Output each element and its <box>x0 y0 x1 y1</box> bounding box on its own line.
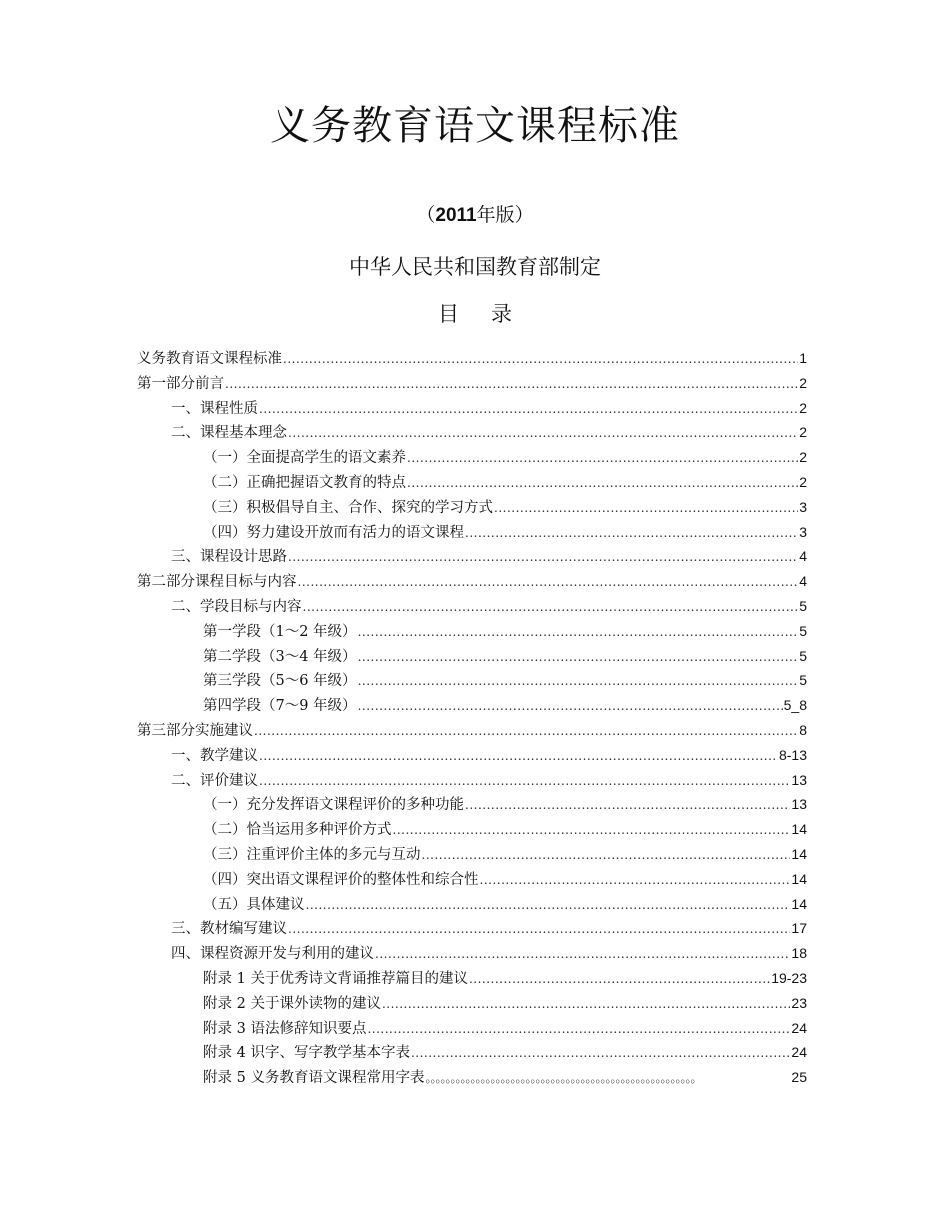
toc-entry-title: 第二部分课程目标与内容 <box>137 574 297 591</box>
toc-entry[interactable] <box>137 619 807 644</box>
toc-entry-page-number: 14 <box>791 895 807 912</box>
toc-dot-leader <box>375 942 790 967</box>
toc-entry-title: 一、教学建议 <box>171 747 258 764</box>
toc-entry-page-number: 8-13 <box>778 746 807 763</box>
toc-dot-leader <box>425 1066 790 1091</box>
toc-entry-page-number: 14 <box>791 870 807 887</box>
toc-entry[interactable] <box>137 644 807 669</box>
toc-dot-leader <box>469 967 770 992</box>
document-title: 义务教育语文课程标准 <box>270 103 680 149</box>
toc-entry[interactable] <box>137 495 807 520</box>
toc-entry-title: 三、教材编写建议 <box>171 921 287 938</box>
toc-dot-leader <box>393 818 791 843</box>
toc-dot-leader <box>358 645 799 670</box>
toc-entry[interactable] <box>137 520 807 545</box>
toc-entry[interactable] <box>137 470 807 495</box>
toc-entry-page-number: 5 <box>799 622 807 639</box>
toc-entry-title: （一）全面提高学生的语文素养 <box>203 450 406 467</box>
toc-entry-page-number: 17 <box>791 920 807 937</box>
toc-dot-leader <box>358 669 799 694</box>
toc-dot-leader <box>259 397 798 422</box>
toc-entry-page-number: 13 <box>791 796 807 813</box>
toc-entry-page-number: 2 <box>799 473 807 490</box>
toc-entry-page-number: 5 <box>799 647 807 664</box>
toc-entry[interactable] <box>137 867 807 892</box>
toc-entry-page-number: 1 <box>799 350 807 366</box>
toc-dot-leader <box>259 769 790 794</box>
toc-entry-title: （四）努力建设开放而有活力的语文课程 <box>203 524 464 541</box>
toc-entry-page-number: 24 <box>791 1044 807 1061</box>
toc-entry-page-number: 2 <box>799 399 807 416</box>
toc-entry[interactable] <box>137 371 807 396</box>
toc-heading <box>0 298 950 330</box>
table-of-contents <box>137 346 807 1090</box>
toc-entry-page-number: 2 <box>799 424 807 441</box>
toc-entry-page-number: 5 <box>799 672 807 689</box>
toc-entry-page-number: 14 <box>791 821 807 838</box>
toc-entry-page-number: 4 <box>799 548 807 565</box>
toc-entry-title: 附录 5 义务教育语文课程常用字表 <box>203 1070 425 1087</box>
toc-entry-title: 二、学段目标与内容 <box>171 598 302 615</box>
toc-entry[interactable] <box>137 817 807 842</box>
toc-entry-page-number: 3 <box>799 498 807 515</box>
toc-dot-leader <box>480 868 791 893</box>
toc-entry-page-number: 13 <box>791 771 807 788</box>
toc-dot-leader <box>225 372 798 397</box>
toc-dot-leader <box>465 521 798 546</box>
toc-entry-title: （三）积极倡导自主、合作、探究的学习方式 <box>203 499 493 516</box>
toc-entry[interactable] <box>137 892 807 917</box>
toc-entry-title: 第二学段（3～4 年级） <box>203 648 357 665</box>
toc-entry[interactable] <box>137 966 807 991</box>
toc-entry-page-number: 25 <box>791 1069 807 1086</box>
toc-entry-title: （二）正确把握语文教育的特点 <box>203 474 406 491</box>
toc-entry-title: 第四学段（7～9 年级） <box>203 698 357 715</box>
toc-dot-leader <box>407 446 798 471</box>
toc-entry-title: 义务教育语文课程标准 <box>137 351 282 367</box>
toc-entry-title: 附录 3 语法修辞知识要点 <box>203 1020 367 1037</box>
toc-dot-leader <box>259 744 778 769</box>
toc-entry-title: 附录 4 识字、写字教学基本字表 <box>203 1045 410 1062</box>
toc-entry-page-number: 14 <box>791 845 807 862</box>
toc-entry[interactable] <box>137 544 807 569</box>
toc-entry-title: （四）突出语文课程评价的整体性和综合性 <box>203 871 479 888</box>
edition-line <box>0 200 950 231</box>
toc-entry-title: 附录 1 关于优秀诗文背诵推荐篇目的建议 <box>203 970 468 987</box>
toc-dot-leader <box>288 421 798 446</box>
edition-suffix: 年版） <box>476 204 534 226</box>
toc-entry[interactable] <box>137 916 807 941</box>
toc-dot-leader <box>494 496 798 521</box>
toc-entry-page-number: 8 <box>799 721 807 738</box>
edition-year: 2011 <box>435 205 477 226</box>
toc-entry-page-number: 3 <box>799 523 807 540</box>
toc-entry-page-number: 24 <box>791 1019 807 1036</box>
toc-entry-page-number: 2 <box>799 374 807 391</box>
toc-entry-title: 三、课程设计思路 <box>171 549 287 566</box>
toc-dot-leader <box>303 595 799 620</box>
toc-entry[interactable] <box>137 594 807 619</box>
toc-entry[interactable] <box>137 445 807 470</box>
toc-dot-leader <box>358 694 783 719</box>
toc-entry[interactable] <box>137 1065 807 1090</box>
toc-entry-title: 第三部分实施建议 <box>137 722 253 739</box>
toc-entry-title: 四、课程资源开发与利用的建议 <box>171 946 374 963</box>
toc-entry[interactable] <box>137 346 807 371</box>
toc-entry[interactable] <box>137 693 807 718</box>
toc-entry-title: 第一学段（1～2 年级） <box>203 623 357 640</box>
toc-dot-leader <box>367 1017 790 1042</box>
toc-entry[interactable] <box>137 743 807 768</box>
toc-entry[interactable] <box>137 792 807 817</box>
toc-dot-leader <box>422 843 791 868</box>
toc-heading-right: 录 <box>491 302 512 326</box>
toc-dot-leader <box>411 1041 790 1066</box>
toc-entry-title: （五）具体建议 <box>203 896 305 913</box>
toc-entry-title: 第三学段（5～6 年级） <box>203 673 357 690</box>
toc-dot-leader <box>306 893 791 918</box>
toc-entry-page-number: 19-23 <box>771 969 807 986</box>
toc-entry[interactable] <box>137 396 807 421</box>
toc-entry[interactable] <box>137 842 807 867</box>
toc-dot-leader <box>283 347 798 372</box>
toc-entry-page-number: 23 <box>791 994 807 1011</box>
toc-dot-leader <box>465 793 790 818</box>
toc-entry-title: （二）恰当运用多种评价方式 <box>203 822 392 839</box>
toc-entry[interactable] <box>137 941 807 966</box>
toc-entry-page-number: 18 <box>791 945 807 962</box>
toc-dot-leader <box>407 471 798 496</box>
toc-dot-leader <box>358 620 799 645</box>
toc-entry-title: 二、课程基本理念 <box>171 425 287 442</box>
toc-entry[interactable] <box>137 768 807 793</box>
toc-entry-page-number: 5 <box>799 597 807 614</box>
toc-entry[interactable] <box>137 569 807 594</box>
edition-open-paren: （ <box>416 204 436 226</box>
toc-entry-title: 二、评价建议 <box>171 772 258 789</box>
toc-entry[interactable] <box>137 718 807 743</box>
toc-entry[interactable] <box>137 420 807 445</box>
toc-entry[interactable] <box>137 1016 807 1041</box>
toc-dot-leader <box>254 719 798 744</box>
toc-entry-page-number: 5_8 <box>783 697 807 714</box>
toc-dot-leader <box>298 570 799 595</box>
toc-heading-left: 目 <box>438 302 459 326</box>
toc-dot-leader <box>382 992 790 1017</box>
issuer-line: 中华人民共和国教育部制定 <box>349 255 601 279</box>
toc-entry-page-number: 4 <box>799 573 807 590</box>
toc-entry[interactable] <box>137 1040 807 1065</box>
toc-entry-title: 附录 2 关于课外读物的建议 <box>203 995 381 1012</box>
toc-entry-title: （一）充分发挥语文课程评价的多种功能 <box>203 797 464 814</box>
toc-entry-title: 一、课程性质 <box>171 400 258 417</box>
toc-entry[interactable] <box>137 991 807 1016</box>
toc-entry-title: （三）注重评价主体的多元与互动 <box>203 846 421 863</box>
toc-dot-leader <box>288 545 798 570</box>
toc-entry-page-number: 2 <box>799 449 807 466</box>
toc-entry-title: 第一部分前言 <box>137 375 224 392</box>
toc-dot-leader <box>288 917 790 942</box>
toc-entry[interactable] <box>137 668 807 693</box>
